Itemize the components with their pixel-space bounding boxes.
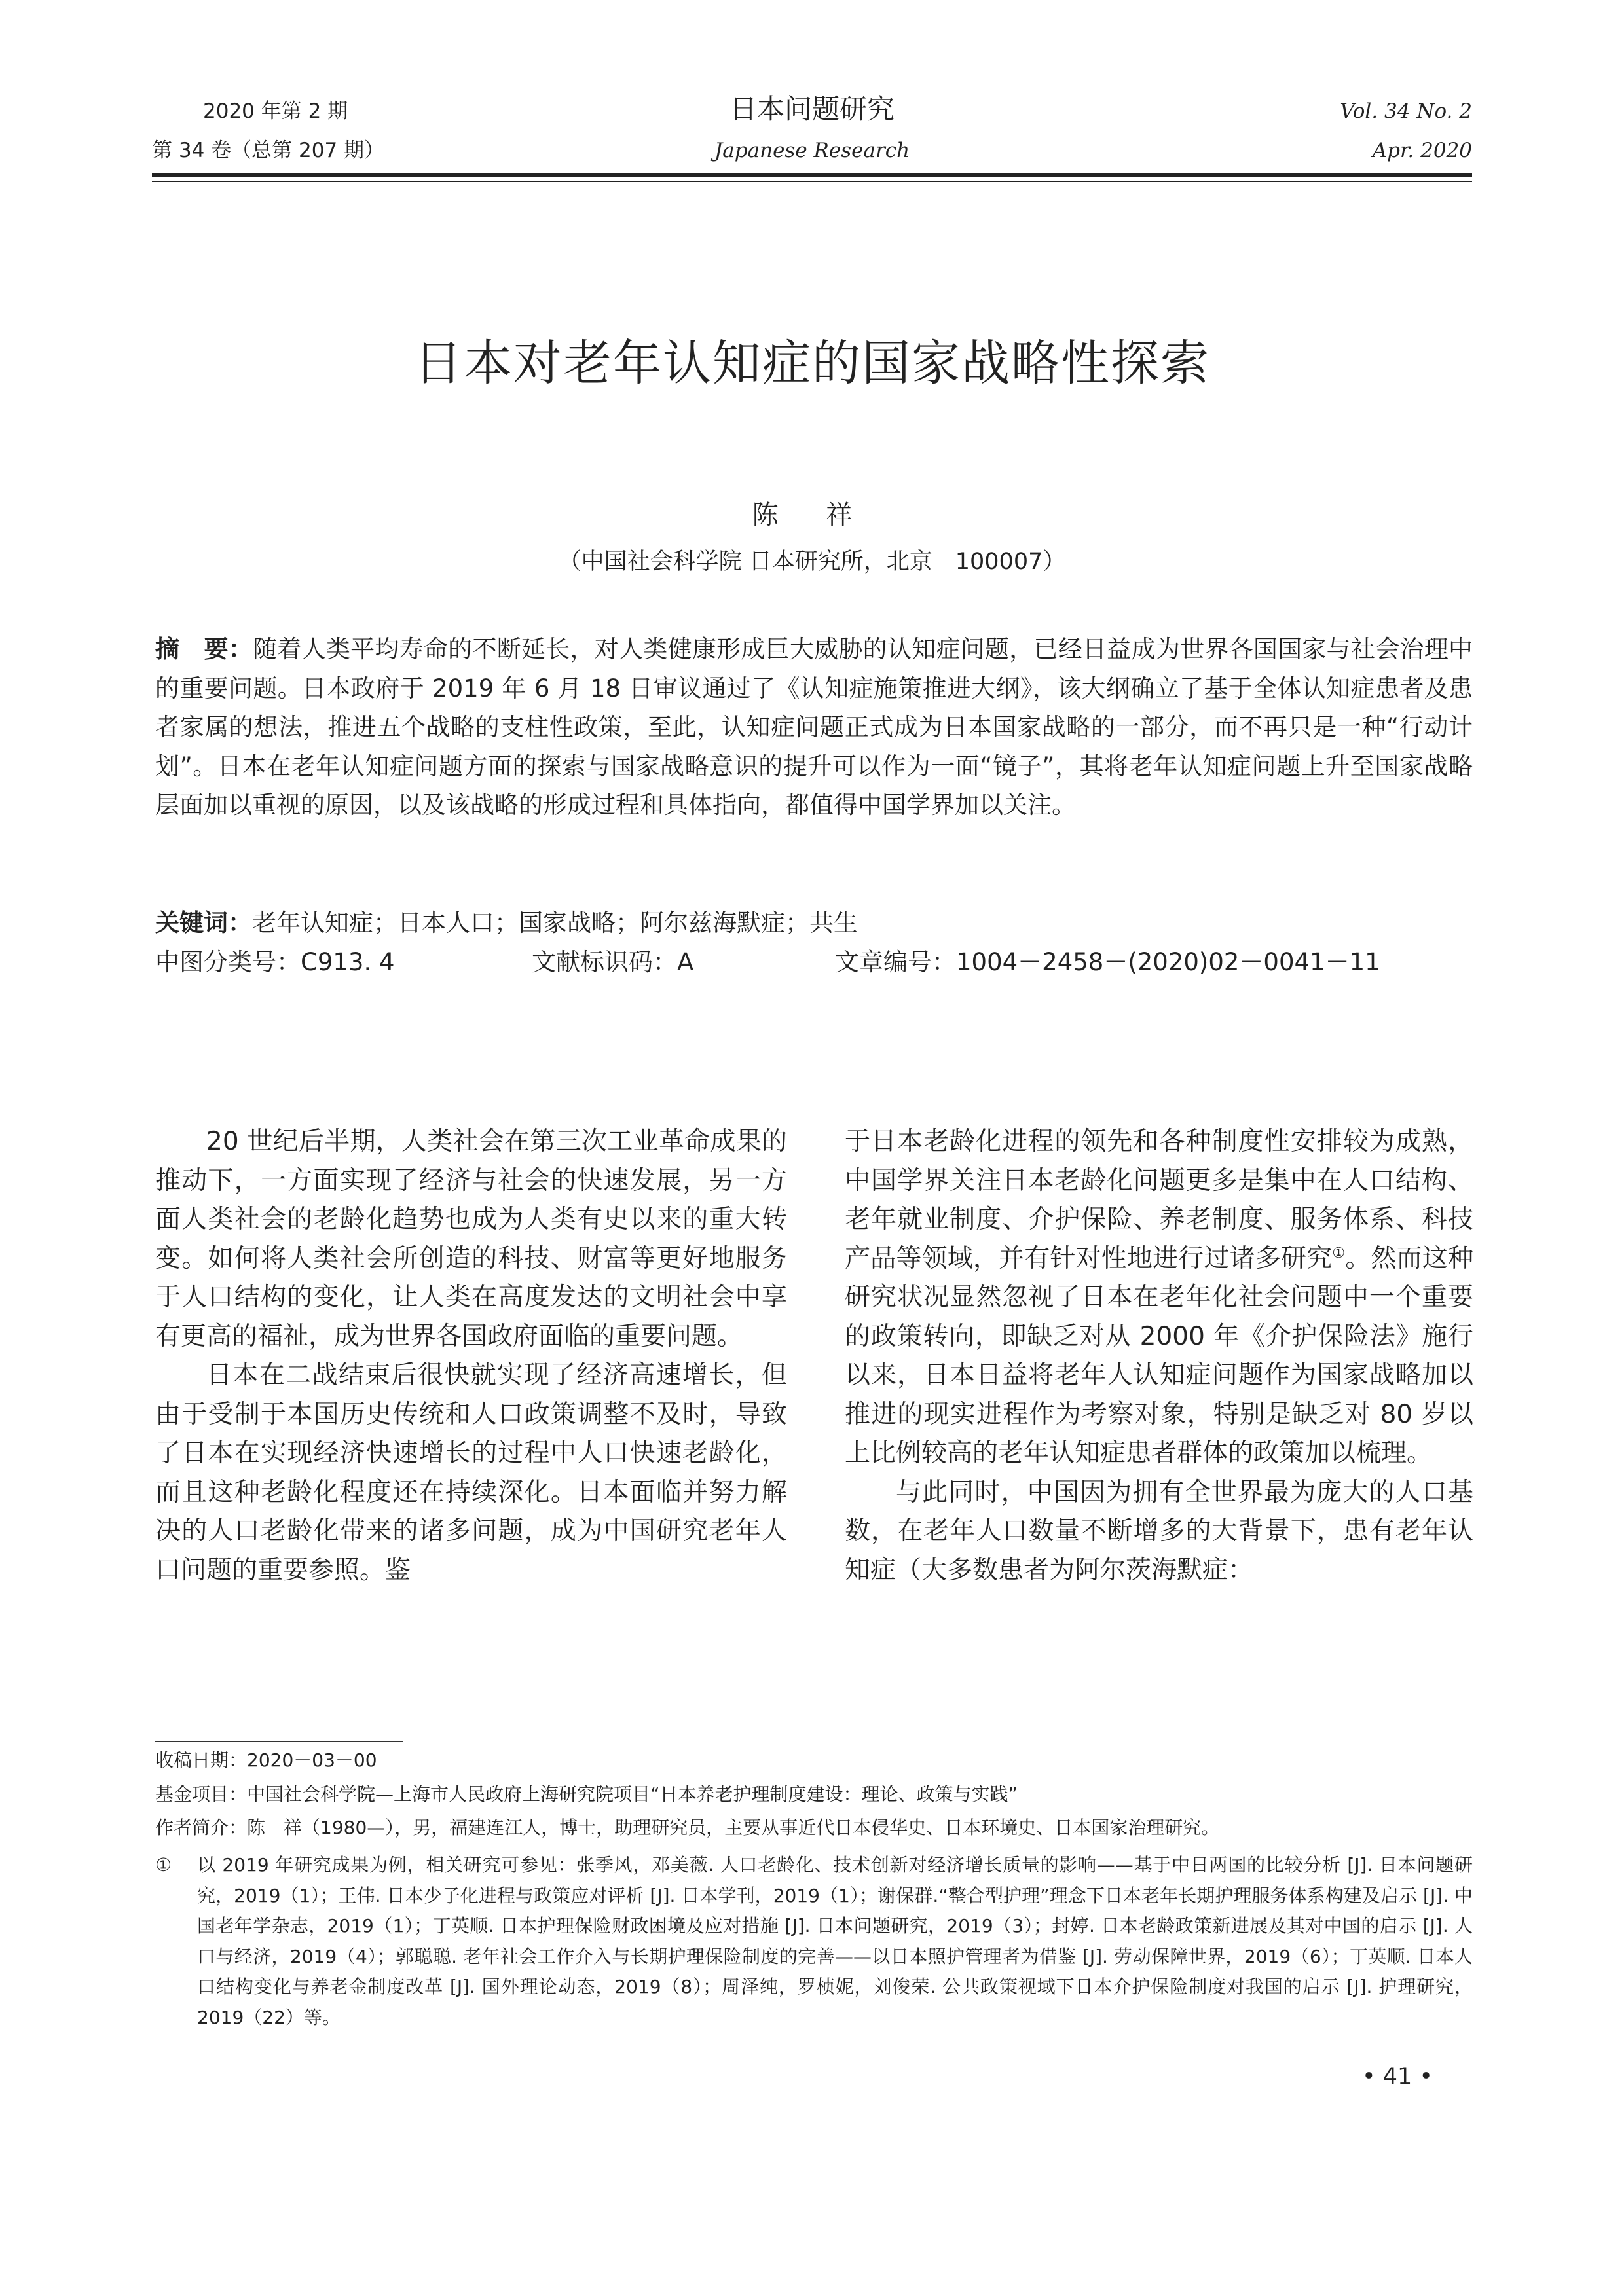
body-left-column [155, 1122, 787, 1590]
body-right-column [845, 1122, 1473, 1590]
author-affiliation: （中国社会科学院 日本研究所，北京 100007） [558, 549, 1066, 575]
footnote-1 [155, 1850, 1473, 2033]
header-rule-thick [152, 173, 1472, 177]
author-name: 陈 祥 [752, 500, 872, 530]
abstract-text: 随着人类平均寿命的不断延长，对人类健康形成巨大威胁的认知症问题，已经日益成为世界各国国家与社会治理中的重要问题。日本政府于 2019 年 6 月 18 日审议通过了《认知症施策推进大纲》，该大纲确立了基于全体认知症患者及患者家属的想法，推进五个战略的支柱性政策，至此，认知症问题正式成为日本国家战略的一部分，而不再只是一种“行动计划”。日本在老年认知症问题方面的探索与国家战略意识的提升可以作为一面“镜子”，其将老年认知症问题上升至国家战略层面加以重视的原因，以及该战略的形成过程和具体指向，都值得中国学界加以关注。 [155, 635, 1473, 819]
footnote-reference[interactable]: ① [1332, 1245, 1346, 1262]
page-number: • 41 • [1362, 2064, 1433, 2090]
body-text: 。然而这种研究状况显然忽视了日本在老年化社会问题中一个重要的政策转向，即缺乏对从 2000 年《介护保险法》施行以来，日本日益将老年人认知症问题作为国家战略加以推进的现实进程作为考察对象，特别是缺乏对 80 岁以上比例较高的老年认知症患者群体的政策加以梳理。 [845, 1243, 1473, 1468]
body-paragraph: 与此同时，中国因为拥有全世界最为庞大的人口基数，在老年人口数量不断增多的大背景下，患有老年认知症（大多数患者为阿尔茨海默症： [845, 1477, 1473, 1585]
issue-label: 2020 年第 2 期 [203, 100, 348, 123]
article-title: 日本对老年认知症的国家战略性探索 [414, 335, 1210, 392]
footnote-mark: ① [155, 1854, 172, 1876]
body-text: 于日本老龄化进程的领先和各种制度性安排较为成熟，中国学界关注日本老龄化问题更多是集中在人口结构、老年就业制度、介护保险、养老制度、服务体系、科技产品等领域，并有针对性地进行过诸多研究 [845, 1127, 1473, 1273]
body-paragraph [845, 1122, 1473, 1473]
footnote-rule [155, 1741, 403, 1742]
volume-label: 第 34 卷（总第 207 期） [152, 139, 385, 162]
keywords-text: 老年认知症；日本人口；国家战略；阿尔兹海默症；共生 [252, 909, 858, 937]
article-number: 文章编号：1004－2458－(2020)02－0041－11 [835, 948, 1380, 976]
abstract [155, 630, 1473, 825]
author-bio: 作者简介：陈 祥（1980—），男，福建连江人，博士，助理研究员，主要从事近代日本侵华史、日本环境史、日本国家治理研究。 [155, 1817, 1220, 1838]
keywords-label: 关键词： [155, 909, 252, 937]
journal-title-cn: 日本问题研究 [729, 93, 895, 125]
keywords [155, 903, 1473, 943]
body-paragraph: 20 世纪后半期，人类社会在第三次工业革命成果的推动下，一方面实现了经济与社会的快速发展，另一方面人类社会的老龄化趋势也成为人类有史以来的重大转变。如何将人类社会所创造的科技、财富等更好地服务于人口结构的变化，让人类在高度发达的文明社会中享有更高的福祉，成为世界各国政府面临的重要问题。 [155, 1127, 787, 1351]
body-paragraph: 日本在二战结束后很快就实现了经济高速增长，但由于受制于本国历史传统和人口政策调整不及时，导致了日本在实现经济快速增长的过程中人口快速老龄化，而且这种老龄化程度还在持续深化。日本面临并努力解决的人口老龄化带来的诸多问题，成为中国研究老年人口问题的重要参照。鉴 [155, 1360, 787, 1585]
header-rule-thin [152, 181, 1472, 182]
abstract-label: 摘 要： [155, 635, 253, 663]
volume-number-en: Vol. 34 No. 2 [1340, 100, 1472, 123]
issue-date-en: Apr. 2020 [1372, 139, 1472, 162]
clc-number: 中图分类号：C913. 4 [155, 948, 395, 976]
document-code: 文献标识码：A [532, 948, 694, 976]
fund-info: 基金项目：中国社会科学院—上海市人民政府上海研究院项目“日本养老护理制度建设：理论、政策与实践” [155, 1783, 1018, 1805]
footnote-text: 以 2019 年研究成果为例，相关研究可参见：张季风，邓美薇. 人口老龄化、技术创新对经济增长质量的影响——基于中日两国的比较分析 [J]. 日本问题研究，2019（1）；王伟. 日本少子化进程与政策应对评析 [J]. 日本学刊，2019（1）；谢保群.“整合型护理”理念下日本老年长期护理服务体系构建及启示 [J]. 中国老年学杂志，2019（1）；丁英顺. 日本护理保险财政困境及应对措施 [J]. 日本问题研究，2019（3）；封婷. 日本老龄政策新进展及其对中国的启示 [J]. 人口与经济，2019（4）；郭聪聪. 老年社会工作介入与长期护理保险制度的完善——以日本照护管理者为借鉴 [J]. 劳动保障世界，2019（6）；丁英顺. 日本人口结构变化与养老金制度改革 [J]. 国外理论动态，2019（8）；周泽纯，罗桢妮，刘俊荣. 公共政策视域下日本介护保险制度对我国的启示 [J]. 护理研究，2019（22）等。 [197, 1854, 1473, 2028]
journal-title-en: Japanese Research [714, 139, 910, 162]
received-date: 收稿日期：2020－03－00 [155, 1749, 377, 1771]
